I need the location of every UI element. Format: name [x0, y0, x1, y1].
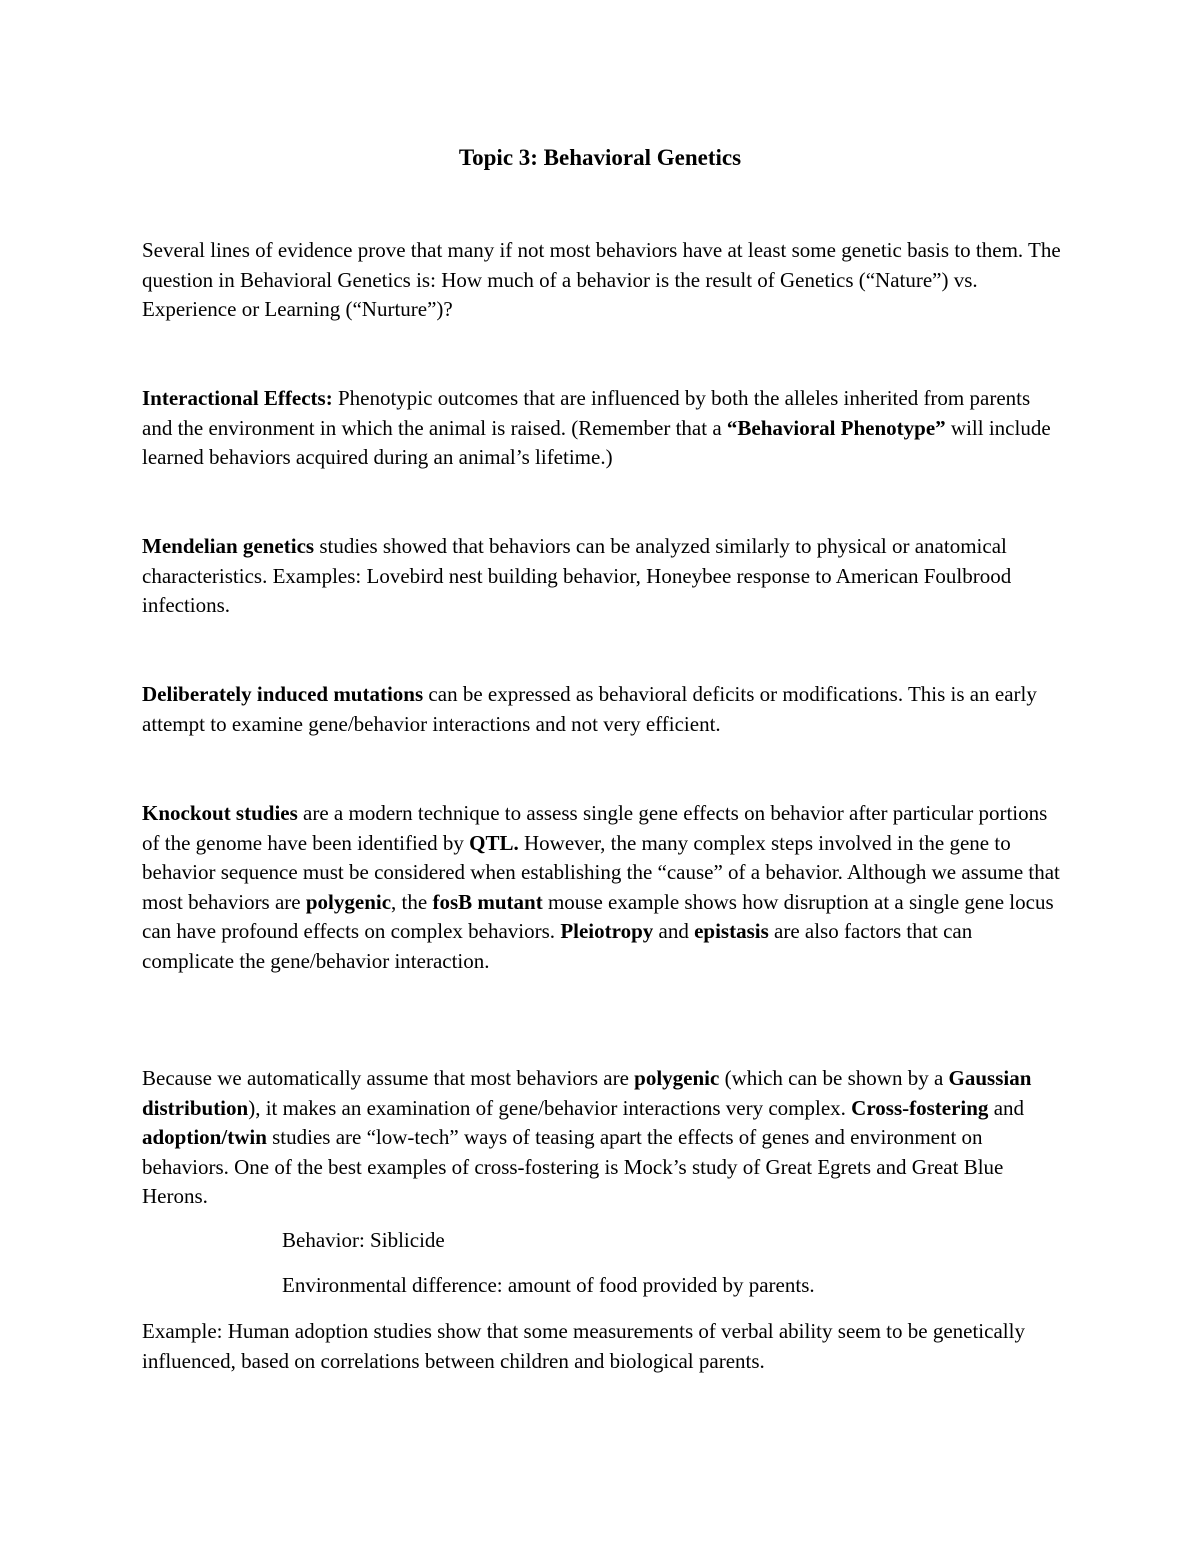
- fosb-mutant-term: fosB mutant: [432, 889, 543, 914]
- environmental-difference-line: Environmental difference: amount of food provided by parents.: [282, 1273, 815, 1297]
- epistasis-term: epistasis: [694, 919, 769, 943]
- interactional-effects-paragraph: Interactional Effects: Phenotypic outcomes that are influenced by both the alleles inherited from parents and the environment in which the animal is raised. (Remember that a “Behavioral Phenotype” will include learned behaviors acquired during an animal’s lifetime.): [142, 386, 1051, 469]
- behavioral-phenotype-term: “Behavioral Phenotype”: [726, 415, 946, 440]
- induced-mutations-paragraph: Deliberately induced mutations can be expressed as behavioral deficits or modifications. This is an early attempt to examine gene/behavior interactions and not very efficient.: [142, 682, 1037, 736]
- behavior-siblicide-line: Behavior: Siblicide: [282, 1228, 445, 1252]
- induced-mutations-term: Deliberately induced mutations: [142, 682, 424, 706]
- gaussian-distribution-term: Gaussian distribution: [142, 1066, 1032, 1120]
- example-paragraph: Example: Human adoption studies show that some measurements of verbal ability seem to be genetically influenced, based on correlations between children and biological parents.: [142, 1319, 1025, 1373]
- polygenic-paragraph: Because we automatically assume that most behaviors are polygenic (which can be shown by a Gaussian distribution), it makes an examination of gene/behavior interactions very complex. Cross-fostering and adoption/twin studies are “low-tech” ways of teasing apart the effects of genes and environment on behaviors. One of the best examples of cross-fostering is Mock’s study of Great Egrets and Great Blue Herons.: [142, 1066, 1032, 1208]
- knockout-studies-term: Knockout studies: [142, 801, 298, 825]
- mendelian-genetics-paragraph: Mendelian genetics studies showed that behaviors can be analyzed similarly to physical or anatomical characteristics. Examples: Lovebird nest building behavior, Honeybee response to American Foulbrood infections.: [142, 534, 1012, 617]
- interactional-effects-term: Interactional Effects:: [142, 386, 333, 410]
- mendelian-genetics-term: Mendelian genetics: [142, 534, 315, 558]
- adoption-twin-term: adoption/twin: [142, 1125, 267, 1149]
- page-title: Topic 3: Behavioral Genetics: [458, 145, 742, 170]
- polygenic-term-2: polygenic: [634, 1066, 720, 1090]
- cross-fostering-term: Cross-fostering: [851, 1095, 989, 1120]
- knockout-studies-paragraph: Knockout studies are a modern technique to assess single gene effects on behavior after particular portions of the genome have been identified by QTL. However, the many complex steps involved in the gene to behavior sequence must be considered when establishing the “cause” of a behavior. Although we assume that most behaviors are polygenic, the fosB mutant mouse example shows how disruption at a single gene locus can have profound effects on complex behaviors. Pleiotropy and epistasis are also factors that can complicate the gene/behavior interaction.: [142, 801, 1060, 973]
- intro-paragraph: Several lines of evidence prove that many if not most behaviors have at least some genetic basis to them. The question in Behavioral Genetics is: How much of a behavior is the result of Genetics (“Nature”) vs. Experience or Learning (“Nurture”)?: [142, 238, 1061, 321]
- qtl-term: QTL.: [469, 830, 519, 855]
- pleiotropy-term: Pleiotropy: [560, 919, 654, 943]
- polygenic-term: polygenic: [305, 889, 392, 914]
